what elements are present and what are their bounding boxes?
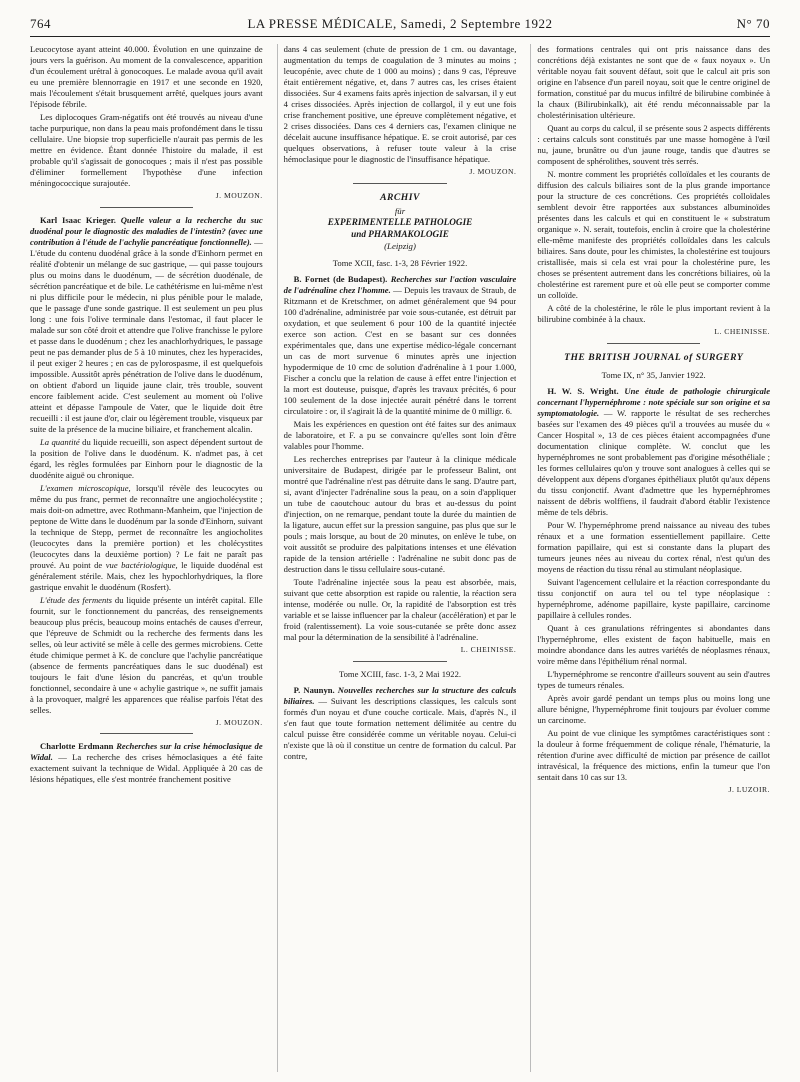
paragraph-text: du liquide recueilli, son aspect dépendent surtout de la position de l'olive dans le duodénum. K. n'admet pas, à cet égard, les règles formulées par Einhorn pour le diagnostic de la duodénite aiguë ou chronique. xyxy=(30,436,263,480)
paragraph: Quant au corps du calcul, il se présente sous 2 aspects différents : certains calculs sont constitués par une masse homogène à l'œil nu, jaune, brunâtre ou d'un jaune rouge, tandis que d'autres se composent de sphérolithes, souvent très serrés. xyxy=(537,123,771,166)
volume-info: Tome XCIII, fasc. 1-3, 2 Mai 1922. xyxy=(338,668,462,679)
article-title: Recherches sur l'action vasculaire de l'adrénaline chez l'homme. xyxy=(283,274,517,296)
article-text: — W. rapporte le résultat de ses recherches basées sur l'examen des 49 pièces qu'il a trouvées au musée du « Cancer Hospital », 13 de ces pièces étaient accompagnées d'une documentation clinique complète. W. conclut que les hypernéphromes ne sont probablement pas d'origine mésothéliale ; les formes cellulaires qu'on y trouve sont analogues à celles qui se développent aux dépens d'organes épithéliaux plutôt qu'aux dépens du tissu conjonctif. Avant d'admettre que les hypernéphromes naissent de débris wolffiens, il faudrait d'abord établir l'existence même de tels débris. xyxy=(537,407,771,517)
article-author: Charlotte Erdmann xyxy=(40,741,114,752)
article-intro xyxy=(537,386,770,518)
article-author: P. Naunyn. xyxy=(293,684,335,695)
paragraph: Quant à ces granulations réfringentes si abondantes dans l'hypernéphrome, elles existent de façon habituelle, mais en moindre abondance dans les autres variétés de néoplasmes rénaux, voire même dans l'épithélium rénal normal. xyxy=(537,622,771,666)
article-intro xyxy=(30,741,263,785)
journal-name: ARCHIV xyxy=(380,191,420,203)
column-2 xyxy=(277,44,517,1072)
separator xyxy=(353,661,446,662)
publication-title: LA PRESSE MÉDICALE, Samedi, 2 Septembre 1922 xyxy=(247,16,553,31)
paragraph: Après avoir gardé pendant un temps plus ou moins long une allure bénigne, l'hypernéphrome finit toujours par évoluer comme un carcinome. xyxy=(537,692,771,725)
issue-number: N° 70 xyxy=(736,16,770,31)
paragraph: Les diplocoques Gram-négatifs ont été trouvés au niveau d'une tache purpurique, non dans la peau mais profondément dans le tissu cellulaire. Une biopsie trop superficielle n'aurait pas permis de les mettre en évidence. Étant donnée l'histoire du malade, il est probable qu'il s'agissait de gonocoques ; mais il n'est pas possible d'éliminer formellement l'hypothèse d'une infection méningococcique surajoutée. xyxy=(30,112,263,188)
paragraph: Pour W. l'hypernéphrome prend naissance au niveau des tubes rénaux et a une formation essentiellement papillaire. Cette formation papillaire, qui est si constante dans la plupart des tumeurs jeunes nées au niveau du cortex rénal, n'est qu'un des moyens de réaction du tissu rénal au stimulant néoplasique. xyxy=(537,519,771,574)
article-columns xyxy=(30,44,770,1072)
paragraph xyxy=(30,595,263,716)
article-text: — L'étude du contenu duodénal grâce à la sonde d'Einhorn permet en réalité d'obtenir un mélange de suc gastrique, — qui passe toujours plus ou moins dans le duodénum, — de sécrétion duodénale, de sécrétion pancréatique et de bile. Le cathétérisme en lui-même n'est ni plus difficile pour le médecin, ni plus pénible pour le malade, que le passage d'une sonde gastrique. Il est seulement un peu plus long : une fois l'olive terminale dans l'estomac, il faut placer le malade sur son côté droit et attendre que l'olive franchisse le pylore et passe dans le duodénum ; chez les anachlorhydriques, le passage peut ne pas demander plus de 5 à 10 minutes, chez les hyperacides, il peut exiger 2 heures ; en cas de pylorospasme, il est quelquefois impossible. Aussitôt après pénétration de l'olive dans le duodénum, on obtient d'abord un liquide jaune clair, très trouble, souvent encore faiblement acide. C'est seulement au moment où l'olive atteint et dépasse l'ampoule de Vater, que le liquide doit être recueilli : il est jaune d'or, clair ou légèrement trouble, visqueux par suite de la présence de la mucine biliaire, et franchement alcalin. xyxy=(30,236,263,434)
paragraph: Au point de vue clinique les symptômes caractéristiques sont : la douleur à forme fréquemment de colique rénale, l'hématurie, la rétention d'urine avec difficulté de miction par présence de caillot intravésical, la fréquence des mictions, enfin la tumeur que l'on sentait dans 10 cas sur 13. xyxy=(537,727,771,782)
separator xyxy=(100,207,193,208)
paragraph: Suivant l'agencement cellulaire et la réaction correspondante du tissu conjonctif on aura tel ou tel type néoplasique : hypernéphrome, adénome papillaire, kyste papillaire, carcinome papillaire à cellules rondes. xyxy=(537,576,771,620)
signature: J. LUZOIR. xyxy=(728,784,771,794)
page-header xyxy=(30,14,770,37)
signature: L. CHEINISSE. xyxy=(714,327,771,336)
volume-info: Tome IX, n° 35, Janvier 1922. xyxy=(601,369,706,380)
article-intro xyxy=(284,685,517,762)
volume-info: Tome XCII, fasc. 1-3, 28 Février 1922. xyxy=(332,258,468,269)
journal-name: EXPERIMENTELLE PATHOLOGIE xyxy=(327,217,473,228)
page-number: 764 xyxy=(30,16,51,31)
article-title: Une étude de pathologie chirurgicale concernant l'hypernéphrome : note spéciale sur son origine et sa symptomatologie. xyxy=(537,385,771,418)
paragraph: L'hypernéphrome se rencontre d'ailleurs souvent au sein d'autres types de tumeurs rénales. xyxy=(537,668,771,690)
signature: J. MOUZON. xyxy=(469,167,517,176)
column-1 xyxy=(30,44,263,1072)
separator xyxy=(607,343,700,344)
journal-name: THE BRITISH JOURNAL of SURGERY xyxy=(564,351,744,363)
column-3 xyxy=(530,44,770,1072)
signature: J. MOUZON. xyxy=(215,191,263,200)
paragraph: Toute l'adrénaline injectée sous la peau est absorbée, mais, suivant que cette absorption est rapide ou ralentie, la réaction sera intense, modérée ou nulle. Or, la rapidité de l'absorption est très variable et se laisse influencer par la chaleur (accélération) et par le froid (ralentissement). La voie sous-cutanée se prête donc assez mal pour la détermination de la sensibilité à l'adrénaline. xyxy=(283,577,517,643)
emphasis: L'étude des ferments xyxy=(40,594,113,605)
article-text: — La recherche des crises hémoclasiques a été faite exactement suivant la technique de Widal. Appliquée à 20 cas de lésions hépatiques, elle s'est montrée franchement positive xyxy=(30,752,263,785)
journal-city: (Leipzig) xyxy=(384,240,416,251)
article-title: Nouvelles recherches sur la structure des calculs biliaires. xyxy=(283,684,517,706)
paragraph: dans 4 cas seulement (chute de pression de 1 cm. ou davantage, augmentation du temps de coagulation de 3 minutes au moins ; leucopénie, avec chute de 1 000 au moins) ; dans 9 cas, l'épreuve était entièrement négative, et, dans 7 autres cas, les crises étaient dissociées. Sur 4 examens faits après injection de salvarsan, il y eut 4 crises dissociées. Après injection de collargol, il y eut une fois crise franchement positive, une épreuve complètement négative, et 2 crises dissociées. Dans ces 4 derniers cas, l'examen clinique ne décelait aucune insuffisance hépatique. E. se croit autorisé, par ces quelques observations, à refuser toute valeur à la crise hémoclasique pour le diagnostic de l'insuffisance hépatique. xyxy=(283,44,517,164)
article-title: Recherches sur la crise hémoclasique de Widal. xyxy=(30,741,263,763)
article-author: Karl Isaac Krieger. xyxy=(40,214,116,225)
paragraph xyxy=(30,483,263,593)
emphasis: La quantité xyxy=(40,436,80,447)
paragraph: A côté de la cholestérine, le rôle le plus important revient à la bilirubine combinée à la chaux. xyxy=(537,303,771,324)
article-intro xyxy=(284,274,517,417)
article-title: Quelle valeur a la recherche du suc duodénal pour le diagnostic des maladies de l'intestin? (avec une contribution à l'étude de l'achylie pancréatique fonctionnelle). xyxy=(30,214,263,247)
emphasis: vue bactériologique, xyxy=(105,559,178,570)
paragraph: N. montre comment les propriétés colloïdales et les courants de diffusion des calculs biliaires sont de la plus grande importance pour la structure de ces concrétions. Ces propriétés colloïdales semblent devoir être rapportées aux substances albuminoïdes présentes dans les calculs et qui en constituent le « substratum organique ». N. serait, toutefois, enclin à croire que la cholestérine elle-même manifeste des propriétés colloïdales dans les calculs biliaires. Sans doute, pour les chimistes, la cholestérine est toujours cristallisée, mais si cela est vrai pour la cholestérine pure, les choses se présentent autrement dans les concrétions biliaires, où la cholestérine est rarement pure et où elle peut se comporter comme un colloïde. xyxy=(537,169,771,300)
paragraph: Leucocytose ayant atteint 40.000. Évolution en une quinzaine de jours vers la guérison. Au moment de la convalescence, apparition d'un écoulement urétral à gonocoques. Le malade avoua qu'il avait eu une première blennorragie en 1917 et une seconde en 1920, mais l'écoulement s'était brusquement arrêté, quelques jours avant l'épisode fébrile. xyxy=(30,44,263,109)
separator xyxy=(100,733,193,734)
signature: L. CHEINISSE. xyxy=(460,645,517,655)
article-text: — Suivant les descriptions classiques, les calculs sont formés d'un noyau et d'une couche corticale. Mais, d'après N., il s'en faut que toute formation nettement délimitée au centre du calcul puisse être considérée comme un véritable noyau. Celui-ci n'existe que là où il constitue un centre de formation du calcul. Par contre, xyxy=(283,695,517,761)
journal-name: für xyxy=(394,205,406,216)
paragraph xyxy=(30,437,263,481)
signature: J. MOUZON. xyxy=(215,717,263,727)
journal-name: und PHARMAKOLOGIE xyxy=(351,229,449,239)
paragraph: Les recherches entreprises par l'auteur à la clinique médicale universitaire de Budapest, dirigée par le professeur Balint, ont montré que l'adrénaline n'est pas détruite dans le sang. D'autre part, si, avant d'injecter l'adrénaline sous la peau, on a soin d'appliquer un tube de caoutchouc autour du bras et au-dessus du point d'injection, on ne remarque, pendant toute la durée du maintien de la ligature, aucun effet sur la pression sanguine, pas plus que sur le pouls ; mais lorsque, au bout de 20 minutes, on enlève le tube, on voit aussitôt se produire des palpitations intenses et une élévation rapide de la tension artérielle : l'adrénaline ne subit donc pas de destruction dans le tissu cellulaire sous-cutané. xyxy=(283,454,517,575)
paragraph: Mais les expériences en question ont été faites sur des animaux de laboratoire, et F. a pu se convaincre qu'elles sont loin d'être valables pour l'homme. xyxy=(283,419,517,452)
emphasis: L'examen microscopique, xyxy=(40,482,131,493)
separator xyxy=(353,183,446,184)
article-author: B. Fornet (de Budapest). xyxy=(293,274,388,285)
paragraph-text: lorsqu'il révèle des leucocytes ou même du pus franc, permet de reconnaître une angiocholécystite ; mais doit-on admettre, avec Rothmann-Manheim, que l'injection de peptone de Witte dans le duodénum par la sonde d'Einhorn, suivant la technique de Stepp, permet de reconnaître les angiocholites (leucocytes dans la première portion) et les cholécystites (leucocytes dans la deuxième portion) ? Le fait ne paraît pas prouvé. Au point de xyxy=(30,482,263,570)
paragraph-text: le liquide duodénal est généralement stérile. Mais, chez les hypochlorhydriques, la flore gastrique envahit le duodénum (Rosfert). xyxy=(30,559,263,592)
paragraph: des formations centrales qui ont pris naissance dans des concrétions déjà existantes ne sont que de « faux noyaux ». Un véritable noyau fait souvent défaut, soit que le calcul ait pris son origine en l'absence d'un pareil noyau, soit que le centre originel de formation, constitué par du mucus infiltré de bilirubine combinée à la chaux (Bilirubinkalk), ait été rendu méconnaissable par la cholestérinisation ultérieure. xyxy=(537,44,771,120)
article-intro xyxy=(30,215,263,435)
article-author: H. W. S. Wright. xyxy=(547,385,619,396)
paragraph-text: du liquide présente un intérêt capital. Elle fournit, sur le fonctionnement du pancréas, des renseignements beaucoup plus précis, beaucoup moins entachés de causes d'erreur, que l'épreuve de Schmidt ou la recherche des ferments dans les selles, où leur activité se mêle à celle des germes microbiens. Cette étude chimique permet à K. de conclure que l'achylie pancréatique (absence de ferments pancréatiques dans le suc duodénal) est toujours le fait d'une lésion du pancréas, et qu'un trouble fonctionnel, secondaire à une « achylie gastrique », ne suffit jamais à la provoquer, malgré les apparences que réalise parfois l'état des selles. xyxy=(30,594,263,715)
article-text: — Depuis les travaux de Straub, de Ritzmann et de Kretschmer, on admet généralement que 94 pour 100 d'adrénaline, administrée par voie sous-cutanée, est détruit par oxydation, et que seulement 6 pour 100 de la quantité injectée exerce son action. C'est en se basant sur ces données expérimentales que, dans une expertise médico-légale concernant un cas de mort survenue 6 minutes après une injection hypodermique de 10 cmc de solution d'adrénaline à 1 pour 1.000, Fischer a conclu que la relation de cause à effet entre l'injection et la mort est douteuse, puisque, d'après les travaux précités, 6 pour 100 seulement de la dose injectée aurait pénétré dans le torrent circulatoire : or, il s'agirait là de la quantité minime de 0 milligr. 6. xyxy=(283,285,517,417)
